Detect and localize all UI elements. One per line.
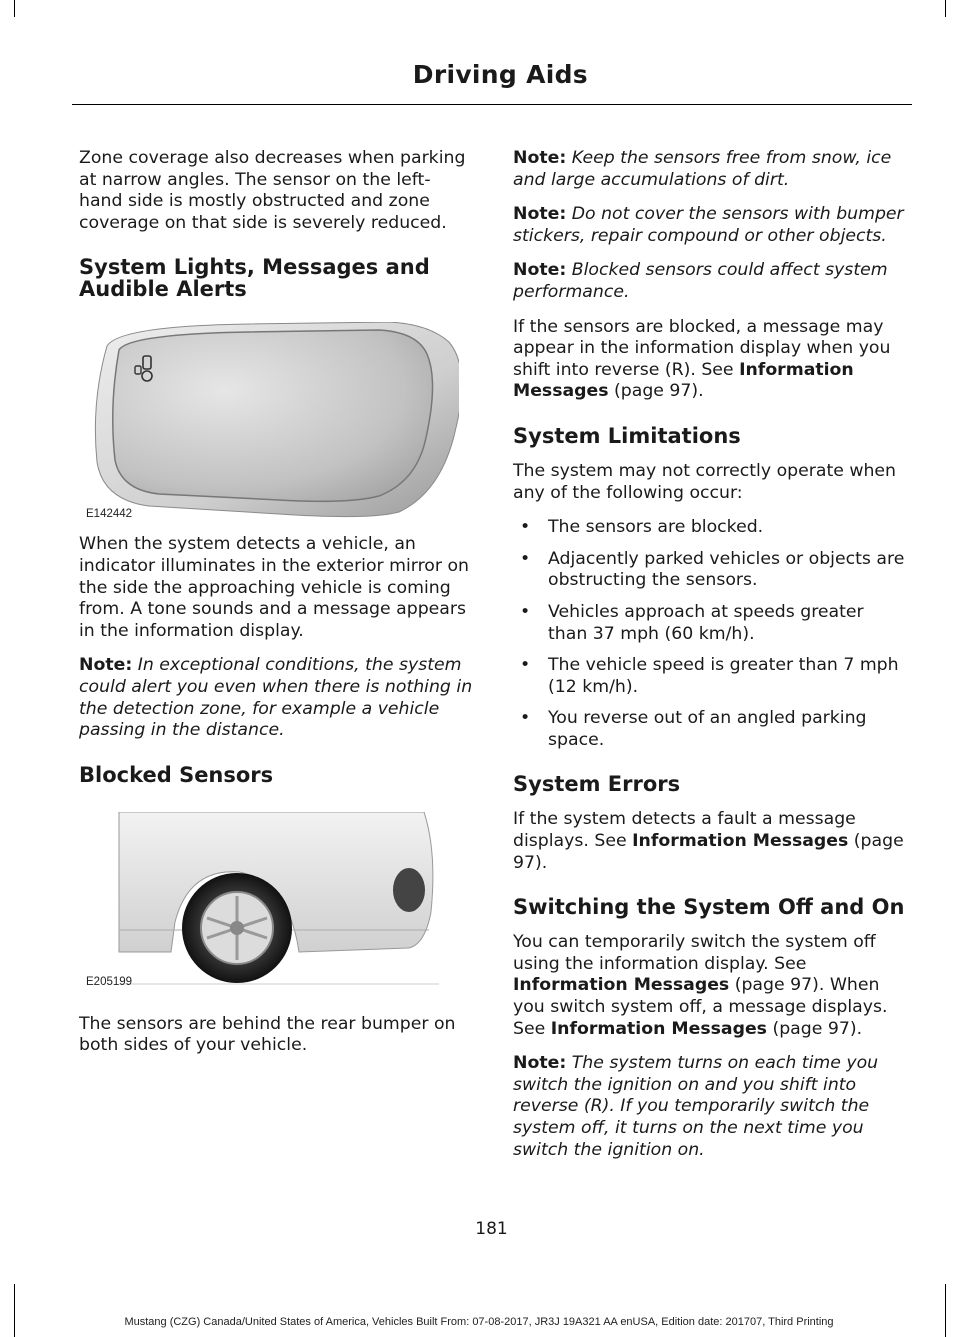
limitations-list	[513, 517, 908, 751]
list-item: • You reverse out of an angled parking space.	[513, 708, 908, 751]
note-label: Note:	[513, 1053, 567, 1074]
page-reference: (page 97).	[766, 1018, 863, 1039]
right-column	[513, 148, 908, 1174]
note-text: Do not cover the sensors with bumper stickers, repair compound or other objects.	[513, 204, 904, 246]
page-reference: (page 97).	[608, 381, 704, 402]
rear-bumper-illustration	[79, 812, 459, 988]
list-item: • Adjacently parked vehicles or objects are obstructing the sensors.	[513, 549, 908, 592]
section-heading-limitations: System Limitations	[513, 423, 741, 448]
note-label: Note:	[513, 260, 567, 281]
footer-text: Mustang (CZG) Canada/United States of America, Vehicles Built From: 07-08-2017, JR3J 19A321 AA enUSA, Edition date: 201707, Third Printing	[124, 1316, 834, 1328]
note-exceptional	[79, 655, 474, 741]
note-label: Note:	[513, 148, 567, 168]
paragraph-text: You can temporarily switch the system off using the information display. See	[513, 932, 876, 974]
paragraph-text: (page 97). When you switch system off, a message displays. See	[513, 975, 888, 1039]
intro-paragraph: Zone coverage also decreases when parking at narrow angles. The sensor on the left-hand side is mostly obstructed and zone coverage on that side is severely reduced.	[79, 148, 466, 233]
section-heading-lights: System Lights, Messages and Audible Alerts	[79, 255, 430, 302]
information-messages-link[interactable]: Information Messages	[513, 359, 854, 402]
section-heading-switching: Switching the System Off and On	[513, 895, 905, 920]
note-label: Note:	[79, 655, 133, 676]
list-item: • The vehicle speed is greater than 7 mph (12 km/h).	[513, 655, 908, 698]
errors-paragraph	[513, 809, 908, 874]
section-heading-blocked: Blocked Sensors	[79, 762, 274, 787]
note-label: Note:	[513, 204, 567, 225]
figure-code-mirror: E142442	[86, 508, 133, 521]
list-item: • Vehicles approach at speeds greater than 37 mph (60 km/h).	[513, 602, 908, 645]
crop-mark-bottom-left	[14, 1284, 15, 1337]
paragraph-text: If the sensors are blocked, a message may appear in the information display when you shift into reverse (R). See	[513, 316, 891, 380]
note-text: The system turns on each time you switch the ignition on and you shift into reverse (R). If you temporarily switch the system off, it turns on the next time you switch the ignition on.	[513, 1053, 879, 1160]
list-item: • The sensors are blocked.	[513, 517, 908, 539]
note-blocked	[513, 260, 908, 303]
page-reference: (page 97).	[513, 831, 904, 873]
page-title: Driving Aids	[412, 60, 588, 89]
section-heading-errors: System Errors	[513, 772, 681, 797]
sensors-location-paragraph: The sensors are behind the rear bumper on both sides of your vehicle.	[79, 1013, 456, 1056]
crop-mark-bottom-right	[945, 1284, 946, 1337]
crop-mark-top-right	[945, 0, 946, 17]
mirror-figure	[79, 322, 459, 520]
header-divider	[72, 104, 912, 105]
bumper-figure	[79, 812, 459, 988]
note-cover	[513, 204, 908, 247]
left-column	[79, 148, 474, 1070]
blocked-message-paragraph	[513, 317, 908, 403]
note-ignition	[513, 1053, 908, 1161]
exterior-mirror-illustration	[79, 322, 459, 520]
note-text: Blocked sensors could affect system performance.	[513, 260, 888, 302]
switching-paragraph	[513, 932, 908, 1040]
information-messages-link[interactable]: Information Messages	[550, 1018, 767, 1039]
figure-code-bumper: E205199	[86, 975, 133, 988]
limitations-intro: The system may not correctly operate when any of the following occur:	[513, 460, 897, 503]
note-snow	[513, 148, 908, 191]
information-messages-link[interactable]: Information Messages	[632, 831, 849, 852]
note-text: In exceptional conditions, the system could alert you even when there is nothing in the detection zone, for example a vehicle passing in the distance.	[79, 655, 473, 741]
detect-paragraph: When the system detects a vehicle, an indicator illuminates in the exterior mirror on the side the approaching vehicle is coming from. A tone sounds and a message appears in the information display.	[79, 534, 470, 641]
paragraph-text: If the system detects a fault a message displays. See	[513, 809, 856, 852]
page-number: 181	[475, 1219, 508, 1239]
note-text: Keep the sensors free from snow, ice and large accumulations of dirt.	[513, 148, 892, 190]
information-messages-link[interactable]: Information Messages	[513, 975, 730, 996]
crop-mark-top-left	[14, 0, 15, 17]
